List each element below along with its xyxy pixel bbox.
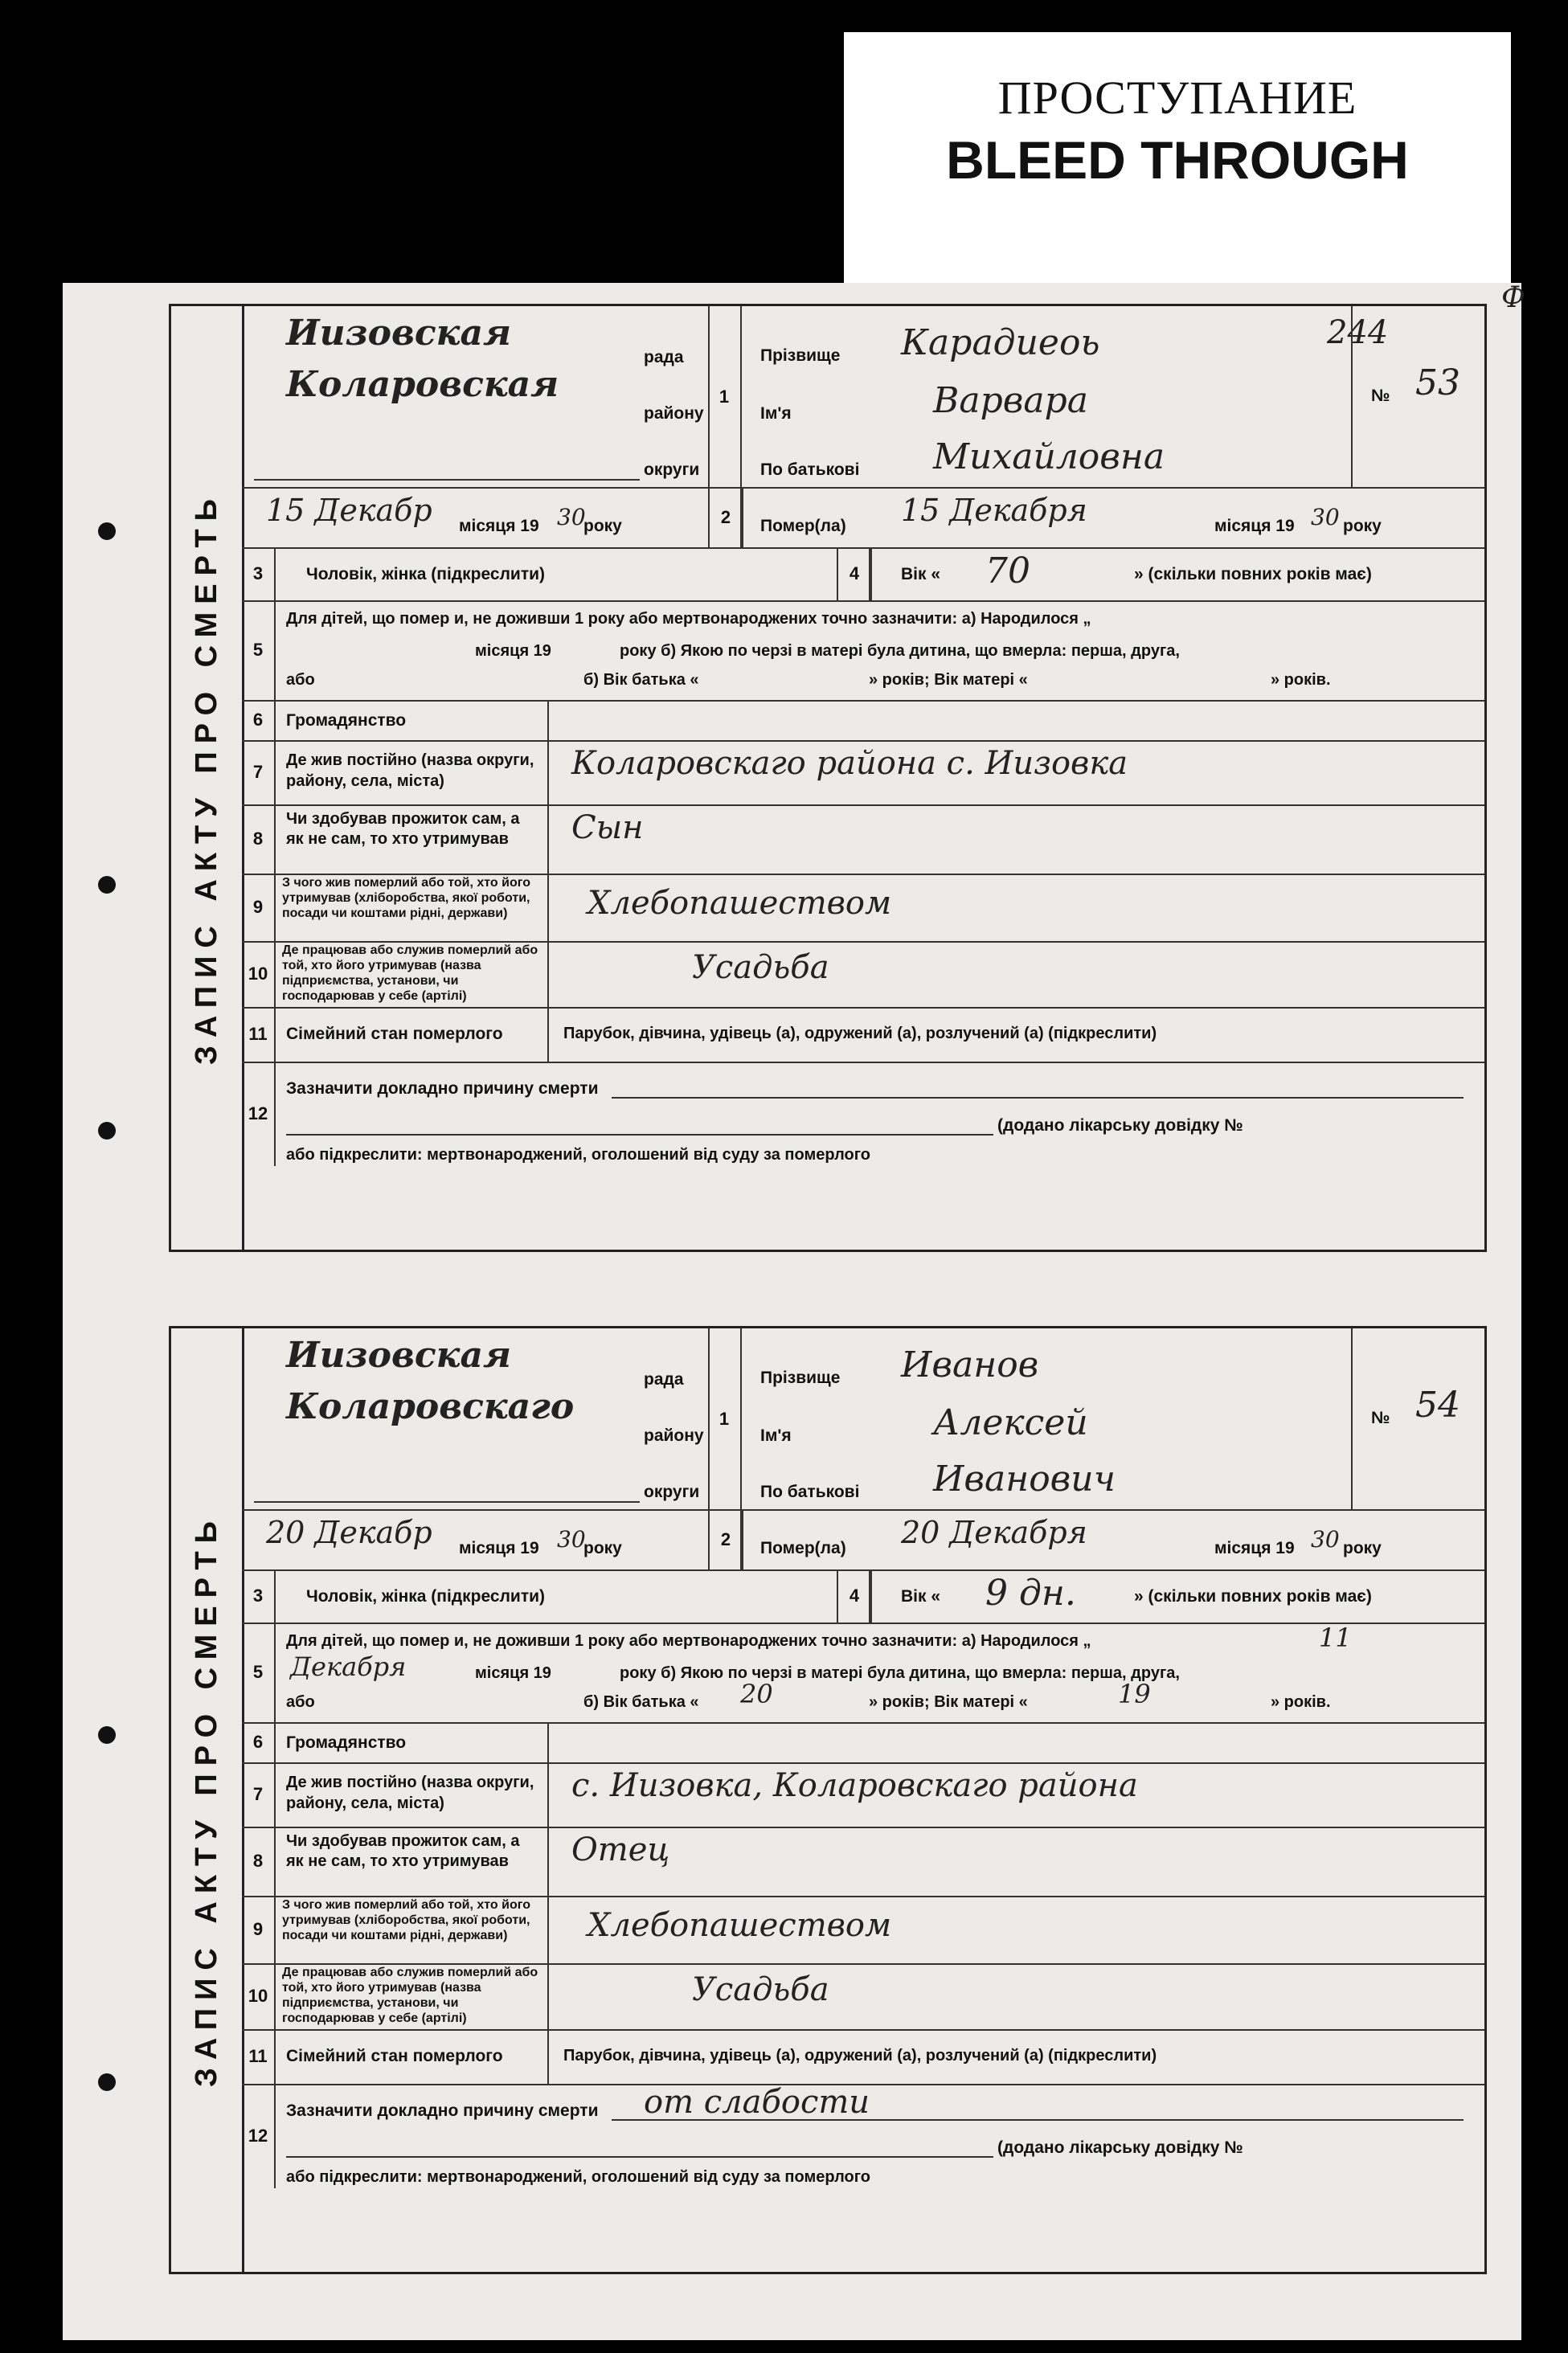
residence-value: с. Иизовка, Коларовскаго района: [571, 1767, 1138, 1804]
punch-hole: [98, 2073, 116, 2091]
died-year-label: року: [1343, 1539, 1382, 1557]
name-label: Ім'я: [760, 1426, 792, 1445]
child-line-3b: б) Вік батька «: [583, 671, 699, 689]
support-value: Отец: [571, 1831, 670, 1868]
residence-label: Де жив постійно (назва округи, району, села, міста): [286, 751, 534, 790]
died-label: Помер(ла): [760, 517, 846, 535]
surname-label: Прізвище: [760, 1369, 841, 1387]
row-10: 10 Де працював або служив померлий або той, хто його утримував (назва підприємства, установи, чи господарював у себе (артілі) Усадьба: [242, 1963, 1484, 2031]
father-age: 20: [740, 1679, 773, 1709]
date-value: 15 Декабр: [266, 493, 432, 528]
patronymic-value: Иванович: [933, 1459, 1116, 1500]
born-day: 11: [1319, 1623, 1352, 1653]
surname-label: Прізвище: [760, 346, 841, 365]
patronymic-label: По батькові: [760, 460, 860, 479]
record-number: 54: [1415, 1385, 1460, 1426]
livelihood-label: З чого жив померлий або той, хто його утримував (хліборобства, якої роботи, посади чи коштами рідні, держави): [282, 1898, 530, 1942]
age-label: Вік «: [901, 1587, 941, 1606]
child-line-2b: року б) Якою по черзі в матері була дитина, що вмерла: перша, друга,: [620, 642, 1180, 660]
child-line-3d: » років.: [1271, 671, 1331, 689]
patronymic-value: Михайловна: [933, 436, 1165, 477]
side-title-text: ЗАПИС АКТУ ПРО СМЕРТЬ: [189, 491, 223, 1065]
child-line-3: або: [286, 1693, 315, 1711]
age-label: Вік «: [901, 565, 941, 583]
header-row: [242, 1328, 1484, 1571]
punch-hole: [98, 522, 116, 540]
stillborn-label: або підкреслити: мертвонароджений, оголошений від суду за померлого: [286, 1146, 871, 1164]
name-label: Ім'я: [760, 404, 792, 423]
rada-value: Иизовская: [286, 1335, 511, 1376]
work-value: Усадьба: [692, 949, 829, 986]
year-label: року: [583, 1539, 622, 1557]
livelihood-value: Хлебопашеством: [587, 885, 892, 922]
row-3: 3 Чоловік, жінка (підкреслити) 4 Вік « 70 » (скільки повних років має): [242, 547, 1484, 602]
row-6: 6 Громадянство: [242, 700, 1484, 742]
okrug-label: округи: [644, 1483, 700, 1501]
row-num-2: 2: [708, 487, 743, 547]
citizenship-label: Громадянство: [286, 711, 407, 730]
cert-label: (додано лікарську довідку №: [997, 1116, 1243, 1135]
row-6: 6 Громадянство: [242, 1722, 1484, 1764]
year-value: 30: [557, 504, 586, 530]
support-label: Чи здобував прожиток сам, а як не сам, то хто утримував: [286, 810, 520, 848]
row-10: 10 Де працював або служив померлий або той, хто його утримував (назва підприємства, установи, чи господарював у себе (артілі) Усадьба: [242, 941, 1484, 1009]
marital-options: Парубок, дівчина, удівець (а), одружений (а), розлучений (а) (підкреслити): [563, 2047, 1157, 2065]
cert-label: (додано лікарську довідку №: [997, 2138, 1243, 2157]
cause-value: от слабости: [644, 2084, 870, 2121]
row-11: 11 Сімейний стан померлого Парубок, дівчина, удівець (а), одружений (а), розлучений (а) (підкреслити): [242, 2029, 1484, 2085]
mother-age: 19: [1118, 1679, 1151, 1709]
punch-hole: [98, 1122, 116, 1140]
rada-label: рада: [644, 1370, 684, 1389]
age-tail: » (скільки повних років має): [1134, 1587, 1372, 1606]
date-value: 20 Декабр: [266, 1515, 432, 1550]
row-7: 7 Де жив постійно (назва округи, району, села, міста) с. Иизовка, Коларовскаго района: [242, 1762, 1484, 1828]
died-month-label: місяця 19: [1214, 517, 1295, 535]
year-value: 30: [557, 1526, 586, 1553]
child-line-2b: року б) Якою по черзі в матері була дитина, що вмерла: перша, друга,: [620, 1664, 1180, 1682]
month-label: місяця 19: [459, 517, 539, 535]
surname-value: Карадиеоь: [901, 322, 1100, 363]
row-5: 5 Для дітей, що помер и, не доживши 1 року або мертвонароджених точно зазначити: а) Народилося „ 11 Декабря місяця 19 року б) Якою по черзі в матері була дитина, що вмерла: перша, друга, або б) Вік батька « 20 » років; Вік матері « 19 » років.: [242, 1623, 1484, 1724]
child-line-3: або: [286, 671, 315, 689]
died-value: 15 Декабря: [901, 493, 1087, 528]
died-label: Помер(ла): [760, 1539, 846, 1557]
raion-label: району: [644, 1426, 704, 1445]
raion-value: Коларовская: [286, 364, 559, 405]
born-month: Декабря: [290, 1651, 407, 1682]
died-year-label: року: [1343, 517, 1382, 535]
row-3: 3 Чоловік, жінка (підкреслити) 4 Вік « 9 дн. » (скільки повних років має): [242, 1569, 1484, 1624]
punch-hole: [98, 1726, 116, 1744]
died-value: 20 Декабря: [901, 1515, 1087, 1550]
okrug-label: округи: [644, 460, 700, 479]
marital-label: Сімейний стан померлого: [286, 1025, 503, 1043]
row-9: 9 З чого жив померлий або той, хто його утримував (хліборобства, якої роботи, посади чи коштами рідні, держави) Хлебопашеством: [242, 1896, 1484, 1965]
age-value: 70: [985, 550, 1030, 591]
residence-label: Де жив постійно (назва округи, району, села, міста): [286, 1774, 534, 1812]
work-label: Де працював або служив померлий або той, хто його утримував (назва підприємства, установи, чи господарював у себе (артілі): [282, 1966, 538, 2025]
marital-options: Парубок, дівчина, удівець (а), одружений (а), розлучений (а) (підкреслити): [563, 1025, 1157, 1042]
bleed-through-stamp: [844, 32, 1511, 283]
stamp-line-1: ПРОСТУПАНИЕ: [997, 72, 1357, 124]
died-year-value: 30: [1311, 1526, 1340, 1553]
row-num-4: 4: [837, 1569, 872, 1623]
sex-label: Чоловік, жінка (підкреслити): [306, 1587, 546, 1606]
name-value: Алексей: [933, 1402, 1088, 1443]
age-tail: » (скільки повних років має): [1134, 565, 1372, 583]
side-title: [171, 306, 244, 1250]
row-num-4: 4: [837, 547, 872, 600]
citizenship-label: Громадянство: [286, 1733, 407, 1752]
record-number: 53: [1415, 362, 1460, 403]
month-label: місяця 19: [459, 1539, 539, 1557]
stamp-line-2: BLEED THROUGH: [946, 130, 1409, 190]
side-title: [171, 1328, 244, 2272]
marital-label: Сімейний стан померлого: [286, 2047, 503, 2065]
cause-label: Зазначити докладно причину смерти: [286, 1079, 599, 1098]
row-12: 12 Зазначити докладно причину смерти (додано лікарську довідку № або підкреслити: мертвонароджений, оголошений від суду за померлого: [242, 1062, 1484, 1166]
livelihood-value: Хлебопашеством: [587, 1907, 892, 1944]
residence-value: Коларовскаго района с. Иизовка: [571, 745, 1128, 782]
support-value: Сын: [571, 809, 644, 846]
rada-value: Иизовская: [286, 313, 511, 354]
child-line-3b: б) Вік батька «: [583, 1693, 699, 1711]
side-title-text: ЗАПИС АКТУ ПРО СМЕРТЬ: [189, 1513, 223, 2087]
patronymic-label: По батькові: [760, 1483, 860, 1501]
row-num-1: 1: [708, 1328, 742, 1509]
row-5: 5 Для дітей, що помер и, не доживши 1 року або мертвонароджених точно зазначити: а) Народилося „ місяця 19 року б) Якою по черзі в матері була дитина, що вмерла: перша, друга, або б) Вік батька « » років; Вік матері « » років.: [242, 600, 1484, 702]
work-label: Де працював або служив померлий або той, хто його утримував (назва підприємства, установи, чи господарював у себе (артілі): [282, 943, 538, 1003]
row-8: 8 Чи здобував прожиток сам, а як не сам, то хто утримував Сын: [242, 804, 1484, 875]
child-line-2: місяця 19: [475, 642, 551, 660]
page-mark: 244: [1327, 314, 1389, 351]
row-7: 7 Де жив постійно (назва округи, району, села, міста) Коларовскаго района с. Иизовка: [242, 740, 1484, 806]
child-line-3d: » років.: [1271, 1693, 1331, 1711]
died-year-value: 30: [1311, 504, 1340, 530]
surname-value: Иванов: [901, 1344, 1039, 1385]
child-line-1: Для дітей, що помер и, не доживши 1 року або мертвонароджених точно зазначити: а) Народилося „: [286, 1632, 1091, 1650]
punch-hole: [98, 876, 116, 894]
row-9: 9 З чого жив померлий або той, хто його утримував (хліборобства, якої роботи, посади чи коштами рідні, держави) Хлебопашеством: [242, 874, 1484, 943]
child-line-3c: » років; Вік матері «: [869, 671, 1028, 689]
row-11: 11 Сімейний стан померлого Парубок, дівчина, удівець (а), одружений (а), розлучений (а) (підкреслити): [242, 1007, 1484, 1063]
death-record-form-1: [169, 304, 1487, 1252]
header-row: [242, 306, 1484, 549]
died-month-label: місяця 19: [1214, 1539, 1295, 1557]
row-12: 12 Зазначити докладно причину смерти от слабости (додано лікарську довідку № або підкреслити: мертвонароджений, оголошений від суду за померлого: [242, 2084, 1484, 2188]
number-label: №: [1371, 1409, 1390, 1427]
age-value: 9 дн.: [985, 1573, 1076, 1614]
cause-label: Зазначити докладно причину смерти: [286, 2101, 599, 2120]
rada-label: рада: [644, 348, 684, 366]
row-num-1: 1: [708, 306, 742, 487]
child-line-2: місяця 19: [475, 1664, 551, 1682]
name-value: Варвара: [933, 380, 1088, 421]
death-record-form-2: [169, 1326, 1487, 2274]
number-label: №: [1371, 387, 1390, 405]
stillborn-label: або підкреслити: мертвонароджений, оголошений від суду за померлого: [286, 2168, 871, 2186]
livelihood-label: З чого жив померлий або той, хто його утримував (хліборобства, якої роботи, посади чи коштами рідні, держави): [282, 876, 530, 920]
corner-mark: Ф: [1501, 281, 1525, 314]
raion-label: району: [644, 404, 704, 423]
child-line-1: Для дітей, що помер и, не доживши 1 року або мертвонароджених точно зазначити: а) Народилося „: [286, 610, 1091, 628]
year-label: року: [583, 517, 622, 535]
support-label: Чи здобував прожиток сам, а як не сам, то хто утримував: [286, 1832, 520, 1870]
row-num-2: 2: [708, 1509, 743, 1569]
child-line-3c: » років; Вік матері «: [869, 1693, 1028, 1711]
sex-label: Чоловік, жінка (підкреслити): [306, 565, 546, 583]
row-8: 8 Чи здобував прожиток сам, а як не сам, то хто утримував Отец: [242, 1827, 1484, 1897]
raion-value: Коларовскаго: [286, 1386, 575, 1427]
work-value: Усадьба: [692, 1971, 829, 2008]
